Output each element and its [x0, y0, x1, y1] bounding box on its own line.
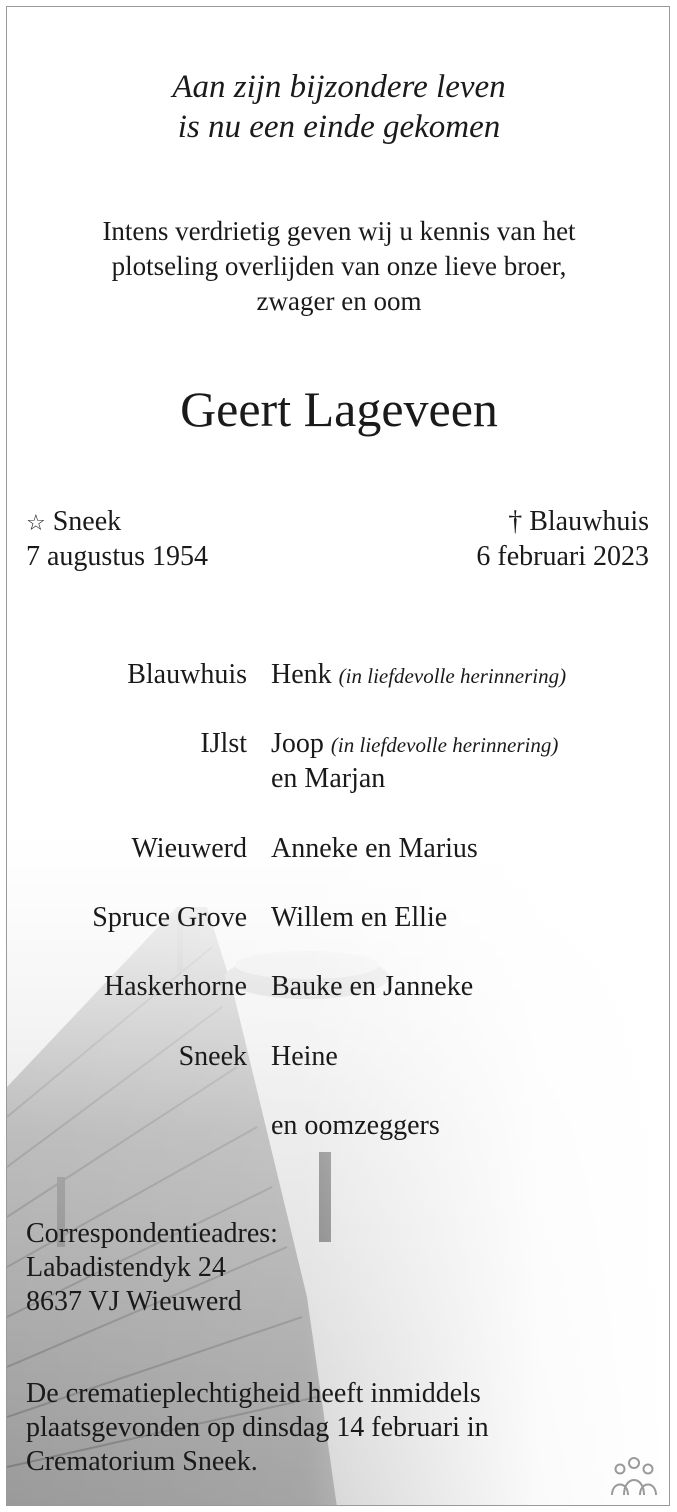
quote-line-2: is nu een einde gekomen [177, 109, 501, 145]
relative-names-1 [271, 657, 566, 694]
relative-names-6: Heine [271, 1041, 338, 1072]
relative-names-2b: en Marjan [271, 763, 386, 794]
quote-line-1: Aan zijn bijzondere leven [172, 69, 506, 105]
relative-place-6: Sneek [178, 1041, 247, 1072]
death-place: Blauwhuis [529, 506, 649, 537]
relative-place-4: Spruce Grove [92, 902, 247, 933]
cremation-line-2: plaatsgevonden op dinsdag 14 februari in [26, 1412, 489, 1443]
people-group-logo-icon [609, 1455, 659, 1499]
obituary-card [6, 6, 670, 1506]
birth-place-line [26, 504, 121, 541]
relative-names-4: Willem en Ellie [271, 902, 448, 933]
correspondence-label: Correspondentieadres: [26, 1218, 278, 1249]
relative-names-3: Anneke en Marius [271, 833, 478, 864]
birth-place: Sneek [52, 506, 122, 537]
death-date: 6 februari 2023 [476, 541, 649, 572]
deceased-name: Geert Lageveen [180, 381, 498, 437]
birth-date: 7 augustus 1954 [26, 541, 208, 572]
correspondence-street: Labadistendyk 24 [26, 1252, 226, 1283]
relative-note: (in liefdevolle herinnering) [338, 664, 567, 688]
relative-place-3: Wieuwerd [131, 833, 247, 864]
correspondence-city: 8637 VJ Wieuwerd [26, 1286, 242, 1317]
relative-names-5: Bauke en Janneke [271, 971, 474, 1002]
death-place-line [508, 504, 649, 539]
intro-line-2: plotseling overlijden van onze lieve broer, [111, 251, 567, 281]
dagger-icon: † [508, 506, 523, 537]
intro-line-1: Intens verdrietig geven wij u kennis van het [102, 216, 576, 246]
relative-name: Henk [271, 659, 332, 690]
relative-place-1: Blauwhuis [127, 659, 247, 690]
relative-place-2: IJlst [200, 728, 247, 759]
relative-note: (in liefdevolle herinnering) [330, 733, 559, 757]
relative-place-5: Haskerhorne [103, 971, 247, 1002]
cremation-line-3: Crematorium Sneek. [26, 1446, 258, 1477]
star-outline-icon: ☆ [26, 511, 46, 536]
intro-line-3: zwager en oom [256, 286, 422, 316]
relative-name: Joop [271, 728, 324, 759]
cremation-line-1: De crematieplechtigheid heeft inmiddels [26, 1378, 481, 1409]
relative-names-2 [271, 726, 558, 763]
relative-names-7: en oomzeggers [271, 1110, 440, 1141]
